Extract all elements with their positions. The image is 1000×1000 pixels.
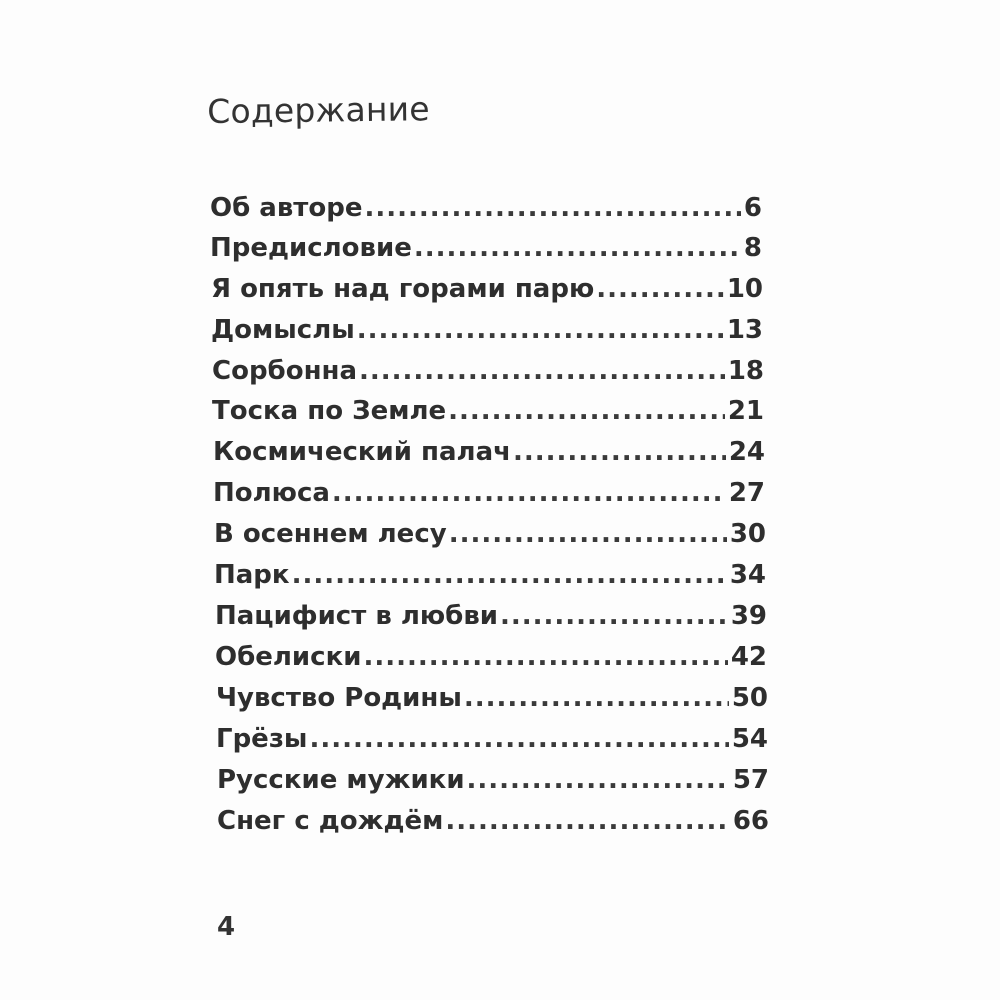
- toc-entry: [211, 315, 763, 355]
- toc-entry-title: Чувство Родины: [216, 683, 462, 713]
- toc-entry-page: 27: [728, 478, 765, 508]
- toc-leader-dots: [359, 356, 725, 386]
- toc-leader-dots: [357, 315, 724, 345]
- toc-entry-title: Космический палач: [213, 437, 511, 467]
- toc-entry-title: Парк: [214, 560, 290, 590]
- toc-entry-page: 39: [730, 601, 767, 631]
- toc-entry-title: Сорбонна: [212, 356, 358, 386]
- toc-entry: [215, 601, 767, 641]
- toc-entry: [214, 560, 766, 600]
- toc-entry: [210, 193, 762, 233]
- page-number: 4: [217, 912, 236, 942]
- toc-leader-dots: [467, 765, 730, 795]
- toc-entry-title: Я опять над горами парю: [211, 274, 595, 304]
- toc-leader-dots: [414, 233, 741, 263]
- toc-entry-title: Русские мужики: [217, 765, 465, 795]
- toc-leader-dots: [596, 274, 724, 304]
- toc-leader-dots: [364, 193, 740, 223]
- toc-leader-dots: [513, 437, 726, 467]
- toc-entry-page: 13: [726, 315, 763, 345]
- toc-entry-title: В осеннем лесу: [214, 519, 447, 549]
- toc-entry-title: Полюса: [213, 478, 330, 508]
- toc-entry-title: Тоска по Земле: [212, 396, 447, 426]
- toc-entry-title: Грёзы: [216, 724, 308, 754]
- toc-entry: [211, 274, 763, 314]
- toc-leader-dots: [500, 601, 728, 631]
- toc-leader-dots: [448, 396, 725, 426]
- toc-leader-dots: [464, 683, 729, 713]
- toc-entry-page: 50: [731, 683, 768, 713]
- toc-entry: [214, 519, 766, 559]
- toc-entry-page: 34: [729, 560, 766, 590]
- toc-entry: [217, 806, 769, 846]
- toc-entry-page: 42: [730, 642, 767, 672]
- toc-entry-page: 54: [731, 724, 768, 754]
- toc-entry-page: 30: [729, 519, 766, 549]
- toc-entry: [216, 683, 768, 723]
- toc-entry-page: 21: [727, 396, 764, 426]
- toc-leader-dots: [445, 806, 729, 836]
- toc-leader-dots: [292, 560, 727, 590]
- toc-entry: [212, 356, 764, 396]
- toc-entry-title: Пацифист в любви: [215, 601, 498, 631]
- toc-entry-page: 8: [743, 233, 762, 263]
- toc-entry-title: Домыслы: [211, 315, 355, 345]
- toc-entry: [217, 765, 769, 805]
- toc-entry-title: Обелиски: [215, 642, 362, 672]
- toc-entry: [213, 478, 765, 518]
- toc-leader-dots: [309, 724, 728, 754]
- toc-entry: [213, 437, 765, 477]
- toc-entry: [215, 642, 767, 682]
- toc-entry-title: Предисловие: [210, 233, 412, 263]
- toc-leader-dots: [363, 642, 727, 672]
- contents-heading: Содержание: [207, 89, 431, 131]
- toc-entry-page: 24: [728, 437, 765, 467]
- toc-entry-page: 57: [732, 765, 769, 795]
- toc-leader-dots: [332, 478, 726, 508]
- toc-entry-title: Об авторе: [210, 193, 363, 223]
- toc-entry-page: 18: [727, 356, 764, 386]
- toc-entry-title: Снег с дождём: [217, 806, 444, 836]
- toc-entry: [210, 233, 762, 273]
- toc-entry: [216, 724, 768, 764]
- toc-entry-page: 6: [743, 193, 762, 223]
- toc-entry: [212, 396, 764, 436]
- toc-entry-page: 10: [726, 274, 763, 304]
- toc-leader-dots: [449, 519, 727, 549]
- toc-entry-page: 66: [732, 806, 769, 836]
